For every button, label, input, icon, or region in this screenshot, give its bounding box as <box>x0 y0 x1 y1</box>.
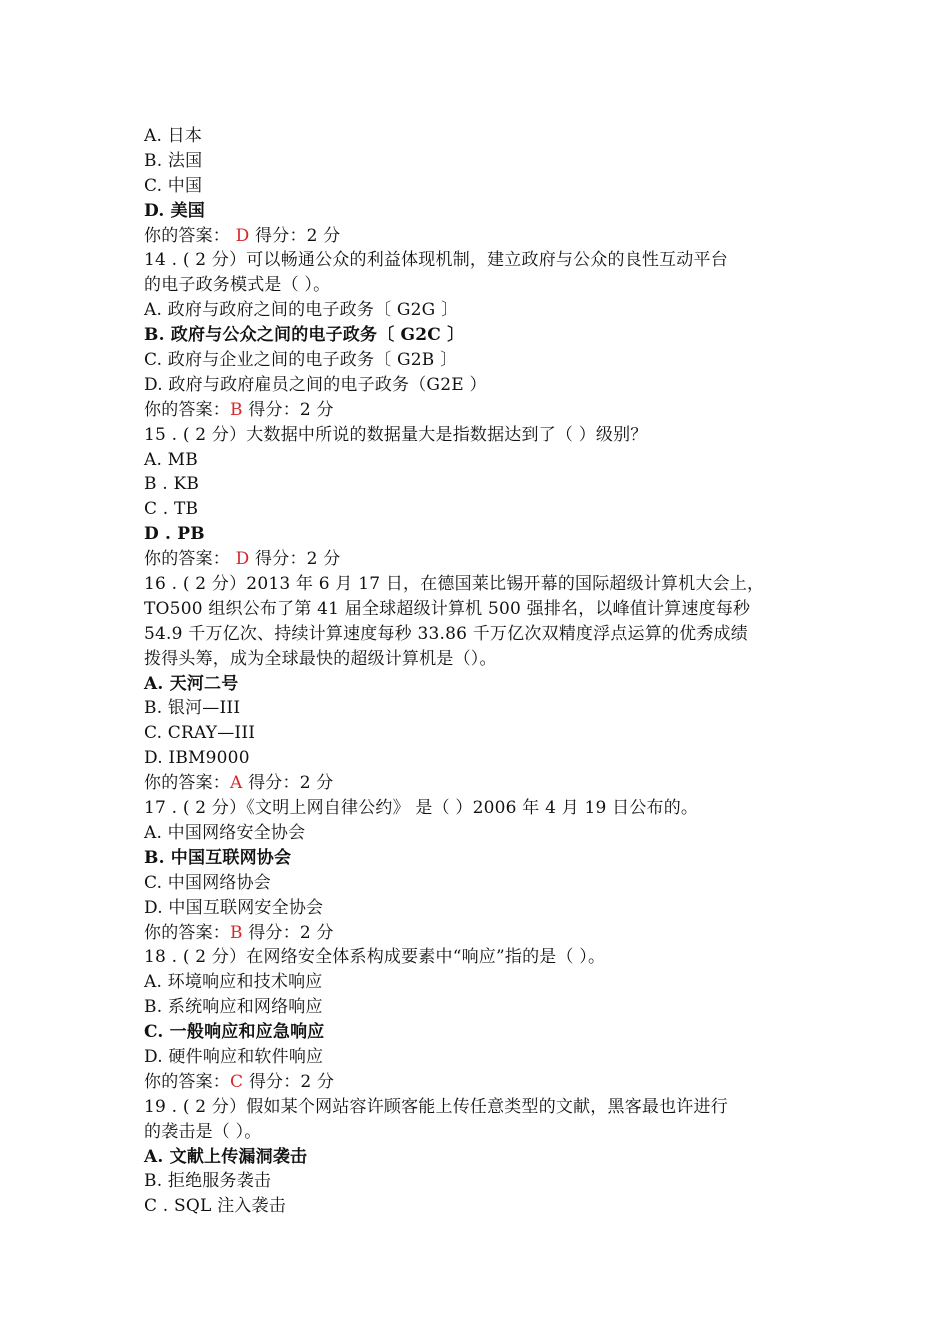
text-line: A. 日本 <box>144 126 203 146</box>
text-line: A. 环境响应和技术响应 <box>144 972 323 993</box>
correct-option-line: A. 文献上传漏洞袭击 <box>144 1146 308 1167</box>
correct-option-line: A. 天河二号 <box>144 673 239 694</box>
answer-label: 你的答案： <box>144 549 236 570</box>
score-text: 得分：2 分 <box>242 922 334 943</box>
text-line: D. 政府与政府雇员之间的电子政务（G2E ） <box>144 374 487 395</box>
text-line: A. 政府与政府之间的电子政务〔 G2G 〕 <box>144 300 459 321</box>
document-body <box>144 124 824 1219</box>
text-line: 18 . ( 2 分）在网络安全体系构成要素中“响应”指的是（ ）。 <box>144 947 606 968</box>
answer-label: 你的答案： <box>144 225 236 246</box>
answer-label: 你的答案： <box>144 1071 230 1092</box>
correct-option-line: B. 中国互联网协会 <box>144 847 292 868</box>
answer-score-line <box>144 398 824 423</box>
answer-letter: B <box>230 922 243 943</box>
text-line: 拨得头筹，成为全球最快的超级计算机是（）。 <box>144 648 497 669</box>
text-line: B . KB <box>144 474 200 495</box>
text-line: D. IBM9000 <box>144 748 250 769</box>
text-line: C. 政府与企业之间的电子政务〔 G2B 〕 <box>144 350 458 371</box>
correct-option-line: B. 政府与公众之间的电子政务〔 G2C 〕 <box>144 325 465 346</box>
text-line: C . TB <box>144 499 199 520</box>
text-line: 15 . ( 2 分）大数据中所说的数据量大是指数据达到了（ ）级别？ <box>144 424 648 445</box>
text-line: B. 银河—III <box>144 698 241 719</box>
score-text: 得分：2 分 <box>243 1071 335 1092</box>
answer-score-line <box>144 547 824 572</box>
text-line: A. 中国网络安全协会 <box>144 822 306 843</box>
answer-score-line <box>144 771 824 796</box>
answer-letter: D <box>235 549 250 570</box>
answer-letter: A <box>230 773 243 794</box>
answer-score-line <box>144 921 824 946</box>
answer-label: 你的答案： <box>144 773 230 794</box>
text-line: A. MB <box>144 449 198 470</box>
correct-option-line: D. 美国 <box>144 200 205 221</box>
score-text: 得分：2 分 <box>242 399 334 420</box>
answer-score-line <box>144 1070 824 1095</box>
text-line: 19 . ( 2 分）假如某个网站容许顾客能上传任意类型的文献，黑客最也许进行 <box>144 1096 728 1117</box>
text-line: D. 中国互联网安全协会 <box>144 897 324 918</box>
text-line: B. 系统响应和网络响应 <box>144 997 323 1018</box>
score-text: 得分：2 分 <box>249 549 341 570</box>
answer-score-line <box>144 224 824 249</box>
correct-option-line: D . PB <box>144 524 205 545</box>
text-line: C. CRAY—III <box>144 723 256 744</box>
score-text: 得分：2 分 <box>242 773 334 794</box>
text-line: 17 . ( 2 分）《文明上网自律公约》 是（ ）2006 年 4 月 19 日公布的。 <box>144 798 699 819</box>
text-line: 16 . ( 2 分）2013 年 6 月 17 日，在德国莱比锡开幕的国际超级计算机大会上， <box>144 574 765 595</box>
text-line: 的电子政务模式是（ ）。 <box>144 275 331 296</box>
answer-label: 你的答案： <box>144 922 230 943</box>
text-line: B. 法国 <box>144 150 203 171</box>
text-line: C. 中国网络协会 <box>144 872 272 893</box>
answer-letter: C <box>230 1071 244 1092</box>
text-line: 14 . ( 2 分）可以畅通公众的利益体现机制，建立政府与公众的良性互动平台 <box>144 250 728 271</box>
correct-option-line: C. 一般响应和应急响应 <box>144 1022 325 1043</box>
text-line: B. 拒绝服务袭击 <box>144 1171 272 1192</box>
text-line: D. 硬件响应和软件响应 <box>144 1046 324 1067</box>
answer-label: 你的答案： <box>144 399 230 420</box>
score-text: 得分：2 分 <box>249 225 341 246</box>
text-line: C . SQL 注入袭击 <box>144 1196 286 1217</box>
text-line: C. 中国 <box>144 175 203 196</box>
text-line: 54.9 千万亿次、持续计算速度每秒 33.86 千万亿次双精度浮点运算的优秀成绩 <box>144 623 748 644</box>
text-line: TO500 组织公布了第 41 届全球超级计算机 500 强排名，以峰值计算速度每秒 <box>144 598 751 619</box>
text-line: 的袭击是（ ）。 <box>144 1121 262 1142</box>
answer-letter: B <box>230 399 243 420</box>
answer-letter: D <box>235 225 250 246</box>
